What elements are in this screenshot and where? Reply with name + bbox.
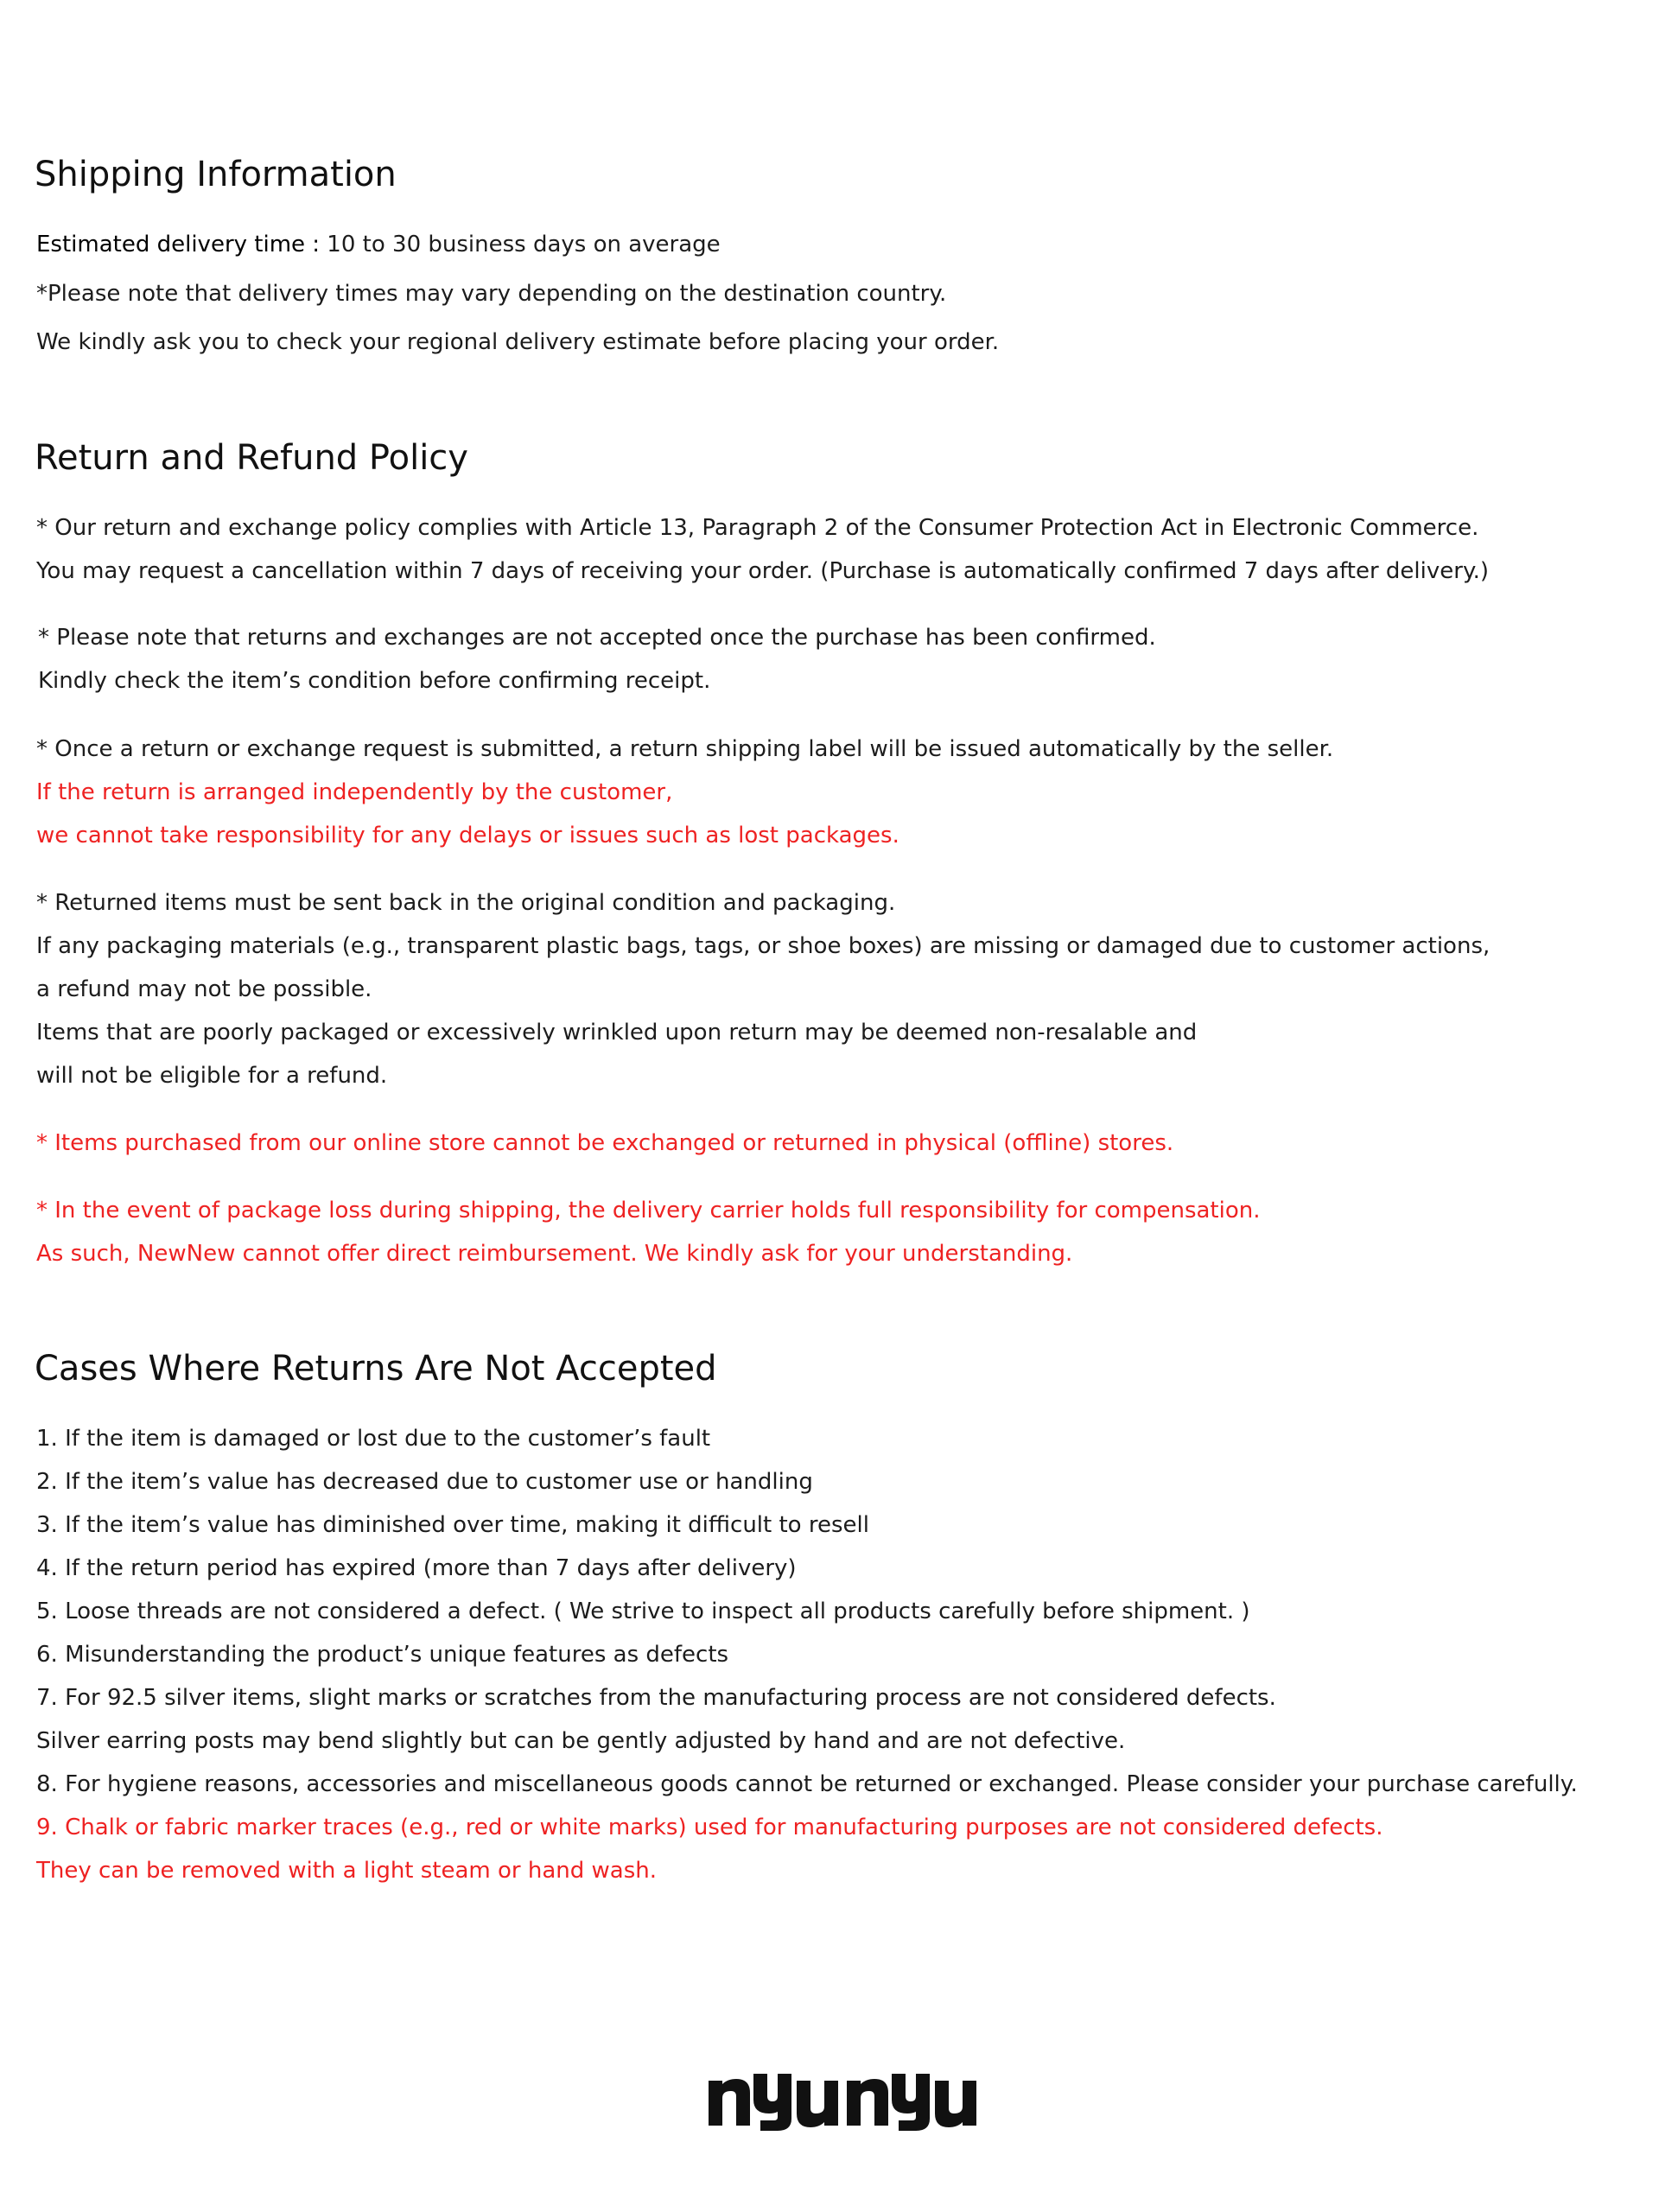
not-accepted-item: 4. If the return period has expired (more than 7 days after delivery) (36, 1555, 797, 1581)
not-accepted-item: Silver earring posts may bend slightly but can be gently adjusted by hand and are not defective. (36, 1728, 1126, 1754)
brand-logo (709, 2074, 978, 2131)
return-policy-heading: Return and Refund Policy (35, 438, 468, 478)
delivery-time-line (36, 230, 721, 259)
not-accepted-heading: Cases Where Returns Are Not Accepted (35, 1349, 717, 1389)
not-accepted-item: 1. If the item is damaged or lost due to the customer’s fault (36, 1426, 711, 1452)
not-accepted-item: They can be removed with a light steam or hand wash. (36, 1858, 658, 1884)
delivery-time-label: Estimated delivery time : (36, 232, 321, 257)
return-policy-p3-line3: we cannot take responsibility for any delays or issues such as lost packages. (36, 823, 899, 849)
not-accepted-item: 7. For 92.5 silver items, slight marks or scratches from the manufacturing process are not considered defects. (36, 1685, 1276, 1711)
not-accepted-item: 2. If the item’s value has decreased due to customer use or handling (36, 1469, 813, 1495)
return-policy-p1-line2: You may request a cancellation within 7 days of receiving your order. (Purchase is automatically confirmed 7 days after delivery.) (36, 558, 1490, 584)
return-policy-p5-line1: * Items purchased from our online store cannot be exchanged or returned in physical (offline) stores. (36, 1130, 1174, 1156)
not-accepted-item: 3. If the item’s value has diminished over time, making it difficult to resell (36, 1512, 869, 1538)
return-policy-p2-line1: * Please note that returns and exchanges are not accepted once the purchase has been confirmed. (38, 625, 1156, 651)
return-policy-p4-line1: * Returned items must be sent back in the original condition and packaging. (36, 890, 896, 916)
return-policy-p3-line1: * Once a return or exchange request is submitted, a return shipping label will be issued automatically by the seller. (36, 736, 1334, 762)
return-policy-p2-line2: Kindly check the item’s condition before confirming receipt. (38, 668, 711, 694)
return-policy-p4-line5: will not be eligible for a refund. (36, 1063, 388, 1089)
shipping-note-1: *Please note that delivery times may vary depending on the destination country. (36, 281, 947, 307)
not-accepted-item: 5. Loose threads are not considered a defect. ( We strive to inspect all products carefully before shipment. ) (36, 1599, 1250, 1624)
shipping-note-2: We kindly ask you to check your regional delivery estimate before placing your order. (36, 329, 1000, 355)
shipping-heading: Shipping Information (35, 155, 397, 194)
return-policy-p4-line2: If any packaging materials (e.g., transparent plastic bags, tags, or shoe boxes) are missing or damaged due to customer actions, (36, 933, 1491, 959)
return-policy-p4-line4: Items that are poorly packaged or excessively wrinkled upon return may be deemed non-resalable and (36, 1020, 1198, 1046)
return-policy-p4-line3: a refund may not be possible. (36, 976, 372, 1002)
not-accepted-item: 6. Misunderstanding the product’s unique features as defects (36, 1642, 729, 1668)
return-policy-p6-line2: As such, NewNew cannot offer direct reimbursement. We kindly ask for your understanding. (36, 1241, 1073, 1267)
return-policy-p1-line1: * Our return and exchange policy complies with Article 13, Paragraph 2 of the Consumer Protection Act in Electronic Commerce. (36, 515, 1479, 541)
not-accepted-item: 9. Chalk or fabric marker traces (e.g., red or white marks) used for manufacturing purposes are not considered defects. (36, 1815, 1383, 1840)
return-policy-p6-line1: * In the event of package loss during shipping, the delivery carrier holds full responsibility for compensation. (36, 1198, 1261, 1224)
delivery-time-value: 10 to 30 business days on average (320, 232, 721, 257)
return-policy-p3-line2: If the return is arranged independently by the customer, (36, 779, 673, 805)
not-accepted-item: 8. For hygiene reasons, accessories and miscellaneous goods cannot be returned or exchanged. Please consider your purchase carefully. (36, 1771, 1578, 1797)
